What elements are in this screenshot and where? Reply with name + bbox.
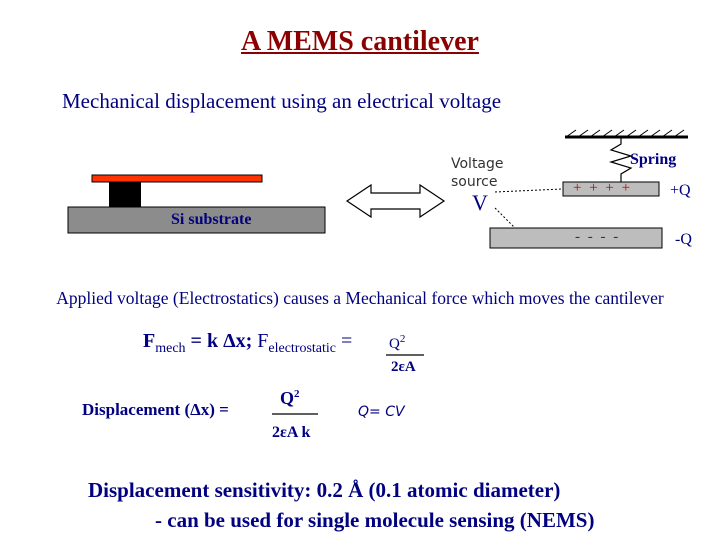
page-subtitle: Mechanical displacement using an electrical voltage (62, 89, 502, 113)
page-title: A MEMS cantilever (241, 26, 479, 57)
eq2-numerator: $Q^2$ (280, 388, 300, 408)
force-equation (143, 330, 352, 357)
f-elec-symbol: F (257, 330, 269, 352)
negative-charges: - - - - (575, 229, 621, 245)
eq2-denominator: 2εA k (272, 424, 311, 441)
voltage-symbol: V (472, 190, 488, 215)
equals-sign: = (336, 330, 353, 352)
sensitivity-line-2: - can be used for single molecule sensing (NEMS) (155, 508, 595, 532)
positive-charges: + + + + (573, 180, 633, 196)
sensitivity-line-1: Displacement sensitivity: 0.2 Å (0.1 atomic diameter) (88, 478, 561, 502)
minus-q-label: -Q (675, 231, 692, 248)
displacement-label: Displacement (Δx) = (82, 400, 229, 419)
substrate-label: Si substrate (171, 211, 252, 228)
double-arrow (347, 185, 444, 217)
eq1-denominator: 2εA (391, 359, 416, 375)
explanation-text: Applied voltage (Electrostatics) causes a Mechanical force which moves the cantilever (56, 288, 664, 308)
f-elec-subscript: electrostatic (268, 341, 337, 356)
f-mech-subscript: mech (155, 341, 186, 356)
spring (611, 138, 631, 182)
plus-q-label: +Q (670, 182, 691, 199)
wire-bottom (495, 208, 515, 228)
eq1-numerator: $Q^2$ (389, 333, 406, 352)
cantilever-beam (92, 175, 262, 182)
mech-rhs: = k Δx; (185, 330, 258, 352)
charge-equation: Q= CV (358, 404, 405, 420)
f-mech-symbol: F (143, 330, 156, 352)
voltage-source-label: Voltage source (451, 156, 504, 190)
anchor-block (109, 181, 141, 207)
spring-label: Spring (630, 151, 677, 168)
